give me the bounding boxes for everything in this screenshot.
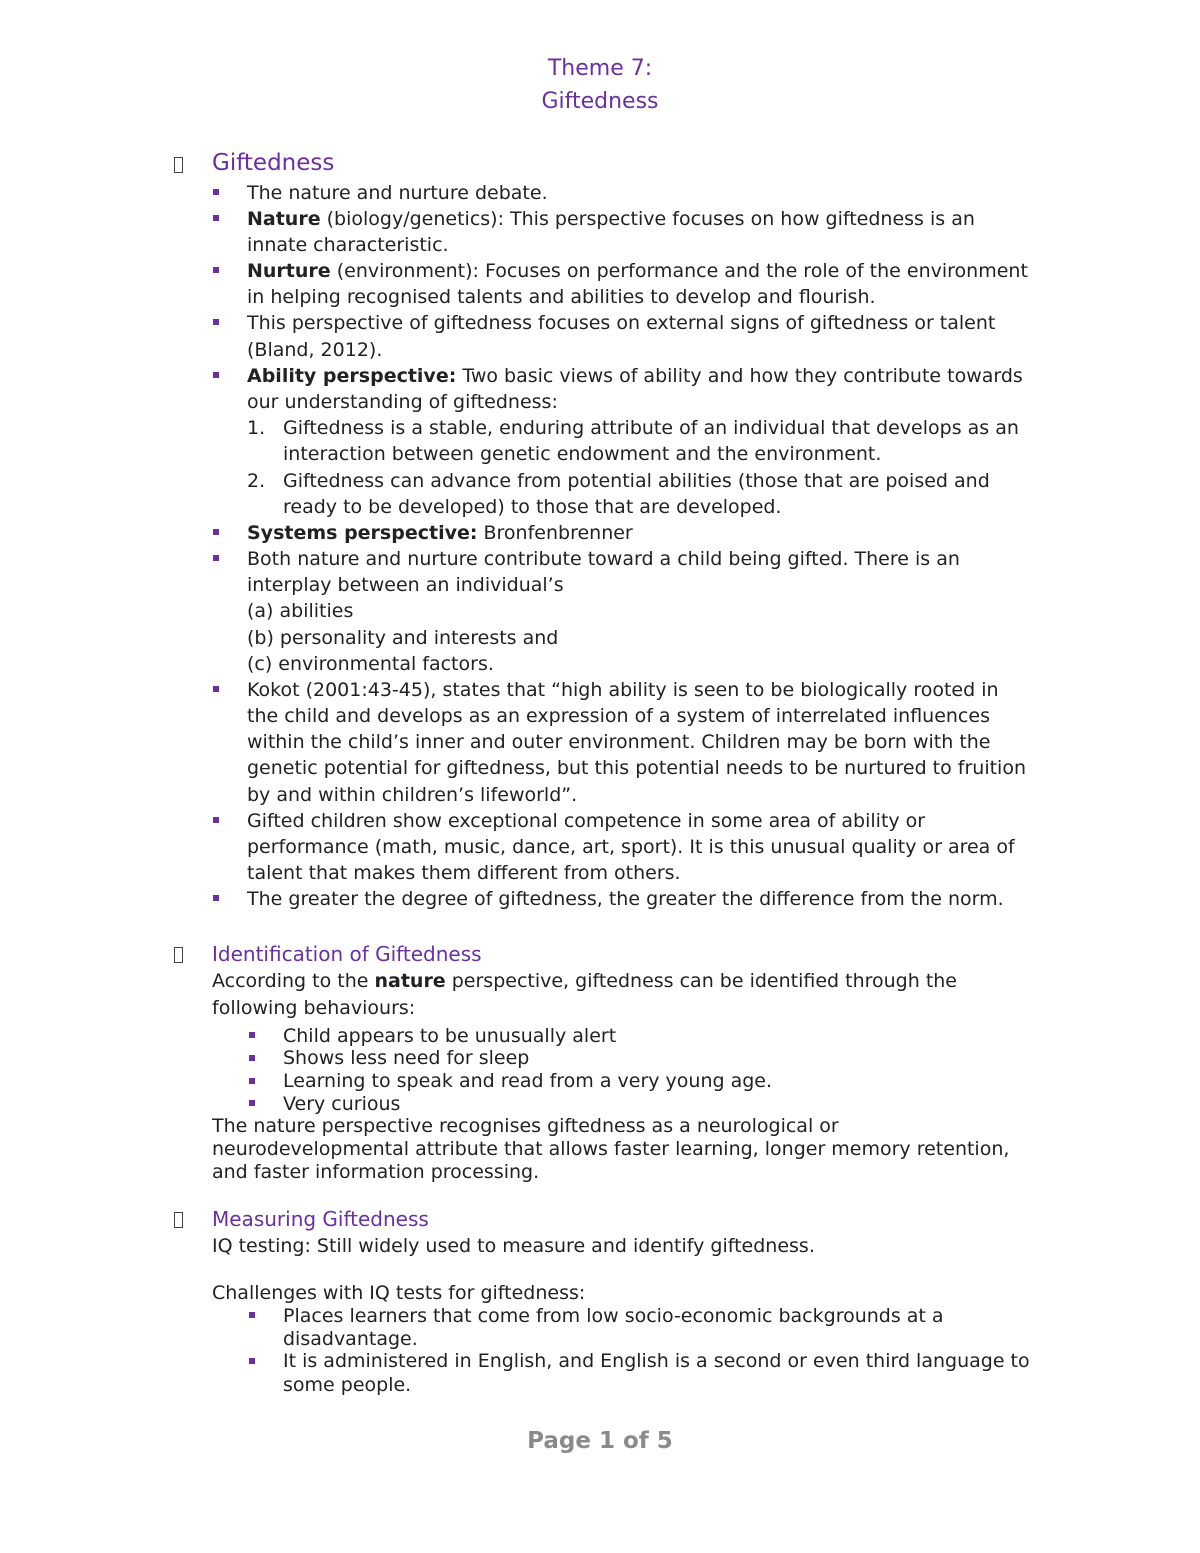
list-item-continuation: talent that makes them different from others. (247, 862, 681, 884)
bullet-icon (249, 1032, 255, 1038)
doc-title-line1: Theme 7: (547, 56, 653, 81)
list-item-continuation: within the child’s inner and outer environment. Children may be born with the (247, 731, 991, 753)
list-item: Places learners that come from low socio-economic backgrounds at a (283, 1305, 944, 1327)
list-item-text: Two basic views of ability and how they contribute towards (456, 365, 1023, 387)
bullet-icon (213, 555, 219, 561)
bullet-icon (213, 215, 219, 221)
list-item-continuation: (a) abilities (247, 600, 354, 622)
term-bold: Ability perspective: (247, 365, 457, 387)
section-marker-icon (174, 1210, 186, 1228)
paragraph (212, 970, 957, 992)
bullet-icon (213, 372, 219, 378)
list-item-continuation: in helping recognised talents and abilities to develop and flourish. (247, 286, 876, 308)
bullet-icon (213, 189, 219, 195)
bullet-icon (213, 895, 219, 901)
section-marker-icon (174, 155, 186, 173)
page-indicator: Page 1 of 5 (527, 1428, 673, 1454)
list-item: Shows less need for sleep (283, 1047, 530, 1069)
paragraph: Challenges with IQ tests for giftedness: (212, 1282, 586, 1304)
paragraph-continuation: following behaviours: (212, 997, 416, 1019)
bullet-icon (213, 319, 219, 325)
bullet-icon (213, 686, 219, 692)
list-item-continuation: genetic potential for giftedness, but this potential needs to be nurtured to fruition (247, 757, 1026, 779)
doc-title-line2: Giftedness (541, 89, 659, 114)
numbered-item: Giftedness is a stable, enduring attribute of an individual that develops as an (283, 417, 1019, 439)
list-item (247, 260, 1028, 282)
numbered-item: Giftedness can advance from potential abilities (those that are poised and (283, 470, 990, 492)
numbered-item-continuation: ready to be developed) to those that are developed. (283, 496, 782, 518)
paragraph-continuation: neurodevelopmental attribute that allows faster learning, longer memory retention, (212, 1138, 1010, 1160)
list-number: 2. (247, 470, 266, 492)
term-bold: nature (374, 970, 446, 992)
list-number: 1. (247, 417, 266, 439)
list-item-continuation: some people. (283, 1374, 412, 1396)
section-marker-icon (174, 945, 186, 963)
bullet-icon (249, 1358, 255, 1364)
bullet-icon (213, 267, 219, 273)
list-item-continuation: the child and develops as an expression of a system of interrelated influences (247, 705, 990, 727)
list-item: Very curious (283, 1093, 401, 1115)
list-item-continuation: by and within children’s lifeworld”. (247, 784, 578, 806)
term-bold: Systems perspective: (247, 522, 478, 544)
list-item: Learning to speak and read from a very young age. (283, 1070, 773, 1092)
list-item-continuation: (c) environmental factors. (247, 653, 494, 675)
list-item-continuation: (Bland, 2012). (247, 339, 383, 361)
section-heading-giftedness: Giftedness (212, 150, 335, 176)
bullet-icon (249, 1055, 255, 1061)
bullet-icon (213, 817, 219, 823)
bullet-icon (249, 1312, 255, 1318)
list-item-text: (biology/genetics): This perspective focuses on how giftedness is an (320, 208, 975, 230)
bullet-icon (249, 1078, 255, 1084)
term-bold: Nature (247, 208, 321, 230)
list-item: Gifted children show exceptional competence in some area of ability or (247, 810, 926, 832)
numbered-item-continuation: interaction between genetic endowment and the environment. (283, 443, 882, 465)
list-item-continuation: performance (math, music, dance, art, sport). It is this unusual quality or area of (247, 836, 1015, 858)
list-item (247, 365, 1023, 387)
list-item: This perspective of giftedness focuses on external signs of giftedness or talent (247, 312, 996, 334)
list-item: Child appears to be unusually alert (283, 1025, 617, 1047)
list-item: The greater the degree of giftedness, the greater the difference from the norm. (247, 888, 1004, 910)
list-item-continuation: innate characteristic. (247, 234, 449, 256)
list-item: Kokot (2001:43-45), states that “high ability is seen to be biologically rooted in (247, 679, 999, 701)
bullet-icon (213, 529, 219, 535)
list-item-continuation: interplay between an individual’s (247, 574, 564, 596)
list-item-continuation: disadvantage. (283, 1328, 418, 1350)
list-item (247, 522, 633, 544)
paragraph-continuation: and faster information processing. (212, 1161, 540, 1183)
paragraph-text: perspective, giftedness can be identified through the (445, 970, 957, 992)
term-bold: Nurture (247, 260, 331, 282)
list-item-continuation: (b) personality and interests and (247, 627, 559, 649)
section-heading-identification: Identification of Giftedness (212, 942, 482, 966)
list-item-text: (environment): Focuses on performance and the role of the environment (330, 260, 1028, 282)
list-item: It is administered in English, and English is a second or even third language to (283, 1350, 1030, 1372)
list-item-continuation: our understanding of giftedness: (247, 391, 558, 413)
list-item-text: Bronfenbrenner (477, 522, 633, 544)
list-item: Both nature and nurture contribute toward a child being gifted. There is an (247, 548, 960, 570)
list-item: The nature and nurture debate. (247, 182, 548, 204)
section-heading-measuring: Measuring Giftedness (212, 1207, 429, 1231)
bullet-icon (249, 1100, 255, 1106)
paragraph: IQ testing: Still widely used to measure and identify giftedness. (212, 1235, 815, 1257)
paragraph-text: According to the (212, 970, 375, 992)
list-item (247, 208, 975, 230)
paragraph: The nature perspective recognises giftedness as a neurological or (212, 1115, 839, 1137)
